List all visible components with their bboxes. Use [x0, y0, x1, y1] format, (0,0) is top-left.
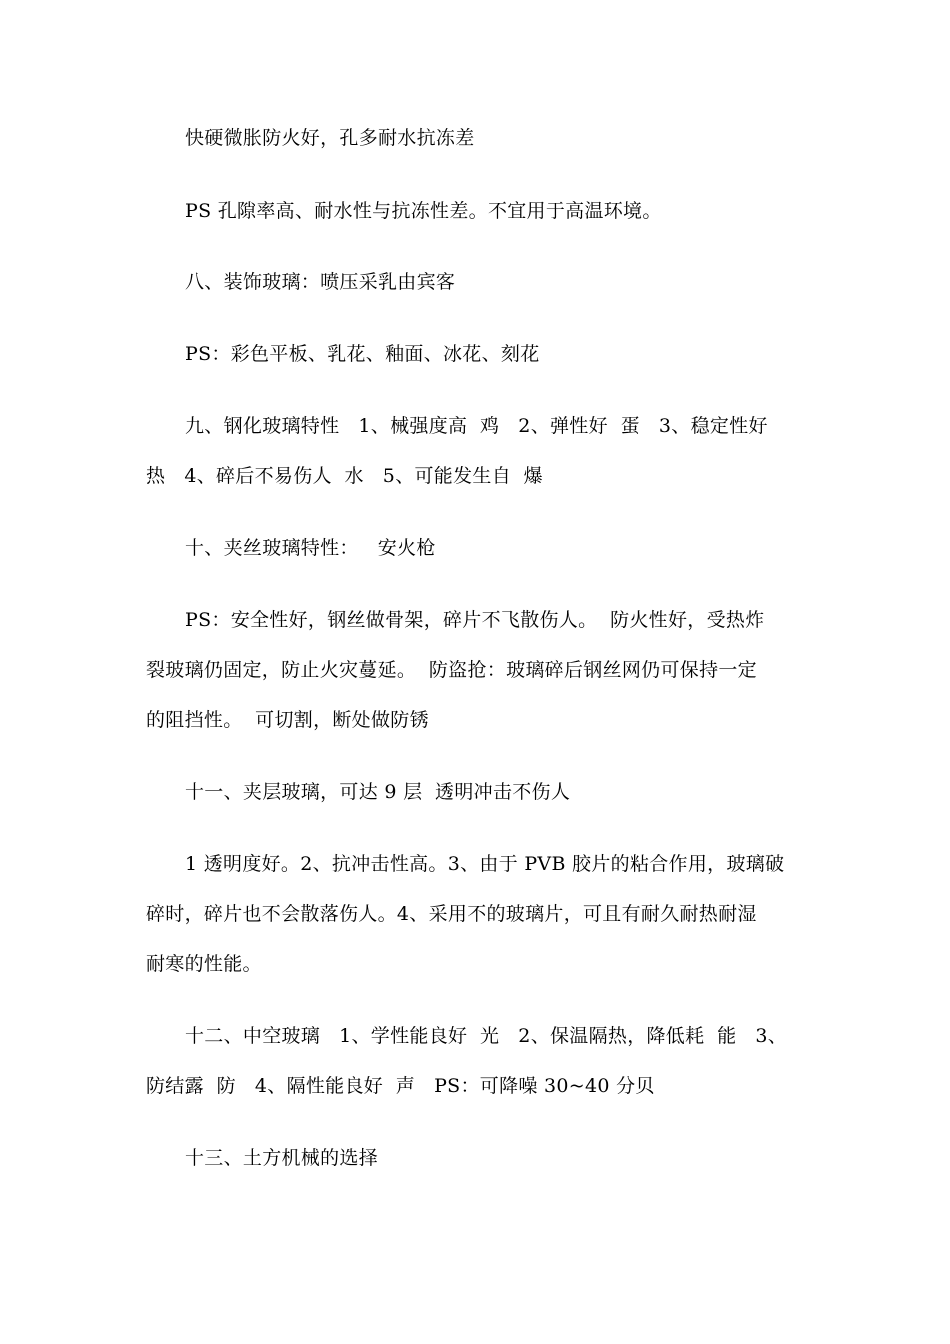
paragraph-line: 耐寒的性能。 — [146, 953, 262, 975]
paragraph-line: 1 透明度好。2、抗冲击性高。3、由于 PVB 胶片的粘合作用，玻璃破 — [185, 853, 785, 875]
paragraph-line: PS 孔隙率高、耐水性与抗冻性差。不宜用于高温环境。 — [185, 200, 662, 222]
section-heading: 八、装饰玻璃：喷压采乳由宾客 — [185, 271, 456, 293]
paragraph-line: 裂玻璃仍固定，防止火灾蔓延。 防盗抢：玻璃碎后钢丝网仍可保持一定 — [146, 659, 757, 681]
section-heading: 九、钢化玻璃特性 1、械强度高 鸡 2、弹性好 蛋 3、稳定性好 — [185, 415, 768, 437]
paragraph-line: 的阻挡性。 可切割，断处做防锈 — [146, 709, 429, 731]
section-heading: 十三、土方机械的选择 — [185, 1147, 379, 1169]
paragraph-line: 碎时，碎片也不会散落伤人。4、采用不的玻璃片，可且有耐久耐热耐湿 — [146, 903, 757, 925]
paragraph-line: 快硬微胀防火好，孔多耐水抗冻差 — [185, 127, 475, 149]
paragraph-line: PS：彩色平板、乳花、釉面、冰花、刻花 — [185, 343, 540, 365]
section-heading: 十、夹丝玻璃特性： 安火枪 — [185, 537, 436, 559]
paragraph-line: PS：安全性好，钢丝做骨架，碎片不飞散伤人。 防火性好，受热炸 — [185, 609, 765, 631]
section-heading: 十一、夹层玻璃，可达 9 层 透明冲击不伤人 — [185, 781, 571, 803]
paragraph-line: 防结露 防 4、隔性能良好 声 PS：可降噪 30~40 分贝 — [146, 1075, 655, 1097]
section-heading: 十二、中空玻璃 1、学性能良好 光 2、保温隔热，降低耗 能 3、 — [185, 1025, 788, 1047]
paragraph-line: 热 4、碎后不易伤人 水 5、可能发生自 爆 — [146, 465, 543, 487]
